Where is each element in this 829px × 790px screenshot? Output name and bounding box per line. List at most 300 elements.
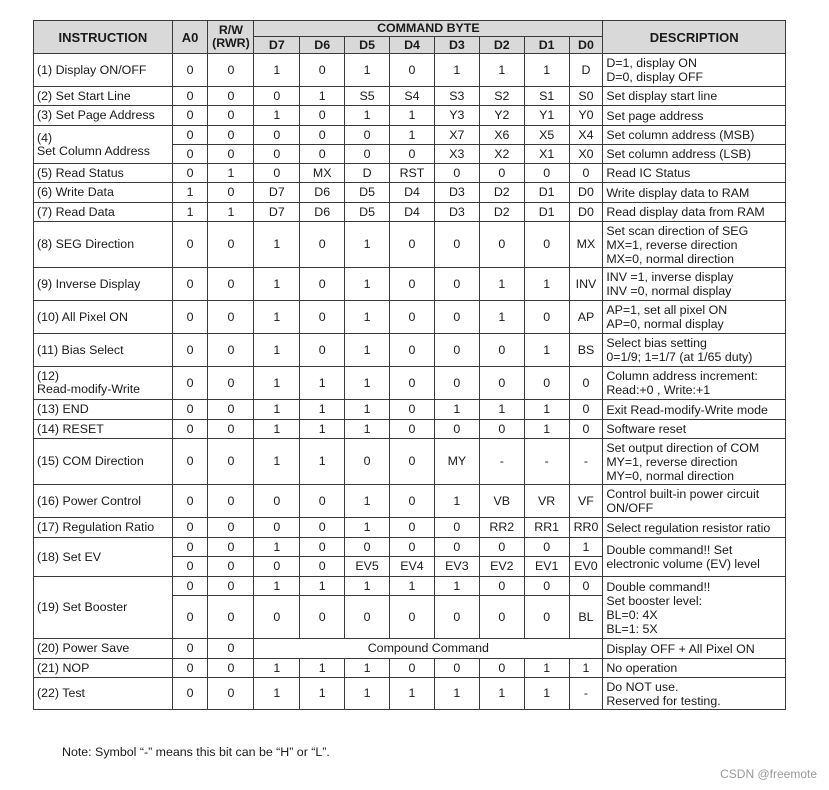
instruction-name: (19) Set Booster bbox=[37, 600, 128, 614]
bit-cell-d4: 0 bbox=[390, 334, 435, 367]
bit-cell-d0: INV bbox=[569, 268, 603, 301]
bit-cell-d0: - bbox=[569, 678, 603, 710]
description-line: No operation bbox=[606, 661, 678, 675]
bit-cell-d4: 0 bbox=[390, 420, 435, 439]
bit-cell-d5: 1 bbox=[345, 301, 390, 334]
bit-cell-d4: 0 bbox=[390, 538, 435, 557]
description-line: Control built-in power circuit bbox=[606, 487, 760, 501]
bit-cell-d6: MX bbox=[300, 164, 345, 183]
rw-cell: 0 bbox=[208, 639, 254, 659]
instruction-name: (13) END bbox=[37, 402, 89, 416]
bit-cell-d7: 1 bbox=[254, 678, 300, 710]
a0-cell: 0 bbox=[172, 659, 208, 678]
bit-cell-d5: 0 bbox=[345, 145, 390, 164]
description-cell bbox=[603, 268, 786, 301]
bit-cell-d7: 1 bbox=[254, 659, 300, 678]
table-row bbox=[34, 678, 786, 710]
bit-cell-d0: 0 bbox=[569, 367, 603, 400]
description-line: Set column address (LSB) bbox=[606, 147, 751, 161]
description-line: BL=1: 5X bbox=[606, 621, 658, 636]
instruction-cell bbox=[34, 577, 173, 639]
bit-cell-d4: 0 bbox=[390, 54, 435, 87]
rw-cell: 0 bbox=[208, 400, 254, 420]
bit-cell-d7: D7 bbox=[254, 183, 300, 203]
bit-cell-d1: 0 bbox=[524, 538, 569, 557]
description-cell bbox=[603, 126, 786, 145]
rw-cell: 0 bbox=[208, 126, 254, 145]
description-cell bbox=[603, 367, 786, 400]
rw-cell: 0 bbox=[208, 367, 254, 400]
bit-cell-d1: X1 bbox=[524, 145, 569, 164]
instruction-cell bbox=[34, 301, 173, 334]
bit-cell-d6: 0 bbox=[300, 301, 345, 334]
instruction-cell bbox=[34, 164, 173, 183]
bit-cell-d6: 0 bbox=[300, 222, 345, 268]
bit-cell-d3: 1 bbox=[434, 54, 479, 87]
instruction-cell bbox=[34, 183, 173, 203]
bit-cell-d3: MY bbox=[434, 439, 479, 485]
rw-cell: 0 bbox=[208, 678, 254, 710]
bit-cell-d6: 0 bbox=[300, 268, 345, 301]
description-line: INV =1, inverse display bbox=[606, 270, 734, 284]
table-row bbox=[34, 183, 786, 203]
bit-cell-d2: 0 bbox=[479, 367, 524, 400]
bit-cell-d6: 1 bbox=[300, 420, 345, 439]
bit-cell-d0: AP bbox=[569, 301, 603, 334]
bit-cell-d2: 0 bbox=[479, 334, 524, 367]
bit-cell-d4: 0 bbox=[390, 400, 435, 420]
header-bit-d0: D0 bbox=[569, 37, 603, 54]
description-line: electronic volume (EV) level bbox=[606, 557, 760, 571]
bit-cell-d3: 1 bbox=[434, 400, 479, 420]
table-row bbox=[34, 439, 786, 485]
bit-cell-d4: 0 bbox=[390, 439, 435, 485]
bit-cell-d6: 0 bbox=[300, 518, 345, 538]
bit-cell-d1: - bbox=[524, 439, 569, 485]
description-line: 0=1/9; 1=1/7 (at 1/65 duty) bbox=[606, 350, 753, 364]
bit-cell-d0: X0 bbox=[569, 145, 603, 164]
bit-cell-d1: Y1 bbox=[524, 106, 569, 126]
bit-cell-d3: 0 bbox=[434, 596, 479, 639]
description-line: Set booster level: bbox=[606, 593, 703, 608]
a0-cell: 0 bbox=[172, 596, 208, 639]
bit-cell-d3: 0 bbox=[434, 222, 479, 268]
rw-cell: 0 bbox=[208, 439, 254, 485]
rw-cell: 0 bbox=[208, 54, 254, 87]
instruction-name: (16) Power Control bbox=[37, 493, 141, 508]
description-line: Exit Read-modify-Write mode bbox=[606, 402, 768, 417]
instruction-name: (2) Set Start Line bbox=[37, 88, 131, 103]
table-row bbox=[34, 203, 786, 222]
bit-cell-d6: 0 bbox=[300, 334, 345, 367]
bit-cell-d7: 1 bbox=[254, 420, 300, 439]
a0-cell: 0 bbox=[172, 577, 208, 596]
bit-cell-d1: 0 bbox=[524, 596, 569, 639]
description-cell bbox=[603, 485, 786, 518]
bit-cell-d3: 0 bbox=[434, 164, 479, 183]
bit-cell-d3: 0 bbox=[434, 334, 479, 367]
bit-cell-d7: 0 bbox=[254, 145, 300, 164]
description-line: AP=1, set all pixel ON bbox=[606, 303, 728, 317]
bit-cell-d0: 1 bbox=[569, 538, 603, 557]
bit-cell-d3: 0 bbox=[434, 538, 479, 557]
bit-cell-d2: 1 bbox=[479, 400, 524, 420]
description-line: Read IC Status bbox=[606, 166, 691, 180]
bit-cell-d0: VF bbox=[569, 485, 603, 518]
description-line: Set output direction of COM bbox=[606, 440, 760, 455]
description-line: Select regulation resistor ratio bbox=[606, 520, 771, 535]
instruction-cell bbox=[34, 106, 173, 126]
bit-cell-d7: 1 bbox=[254, 268, 300, 301]
a0-cell: 0 bbox=[172, 222, 208, 268]
header-a0: A0 bbox=[172, 21, 208, 54]
bit-cell-d1: VR bbox=[524, 485, 569, 518]
a0-cell: 0 bbox=[172, 334, 208, 367]
bit-cell-d3: D3 bbox=[434, 203, 479, 222]
description-cell bbox=[603, 659, 786, 678]
rw-cell: 0 bbox=[208, 577, 254, 596]
table-row bbox=[34, 659, 786, 678]
description-cell bbox=[603, 54, 786, 87]
header-bit-d3: D3 bbox=[434, 37, 479, 54]
bit-cell-d1: 1 bbox=[524, 334, 569, 367]
bit-cell-d5: 1 bbox=[345, 420, 390, 439]
bit-cell-d2: 1 bbox=[479, 678, 524, 710]
description-line: ON/OFF bbox=[606, 501, 654, 515]
bit-cell-d2: 0 bbox=[479, 420, 524, 439]
instruction-name: (11) Bias Select bbox=[37, 342, 124, 357]
bit-cell-d4: 0 bbox=[390, 222, 435, 268]
header-bit-d7: D7 bbox=[254, 37, 300, 54]
instruction-name: (14) RESET bbox=[37, 421, 104, 436]
instruction-cell bbox=[34, 126, 173, 164]
instruction-cell bbox=[34, 334, 173, 367]
command-table-body bbox=[34, 54, 786, 710]
instruction-cell bbox=[34, 87, 173, 106]
rw-cell: 0 bbox=[208, 334, 254, 367]
bit-cell-d2: 1 bbox=[479, 268, 524, 301]
bit-cell-d7: 1 bbox=[254, 439, 300, 485]
footnote: Note: Symbol “-” means this bit can be “H” or “L”. bbox=[62, 745, 330, 759]
bit-cell-d0: X4 bbox=[569, 126, 603, 145]
bit-cell-d7: 1 bbox=[254, 577, 300, 596]
bit-cell-d1: 1 bbox=[524, 678, 569, 710]
bit-cell-d2: D2 bbox=[479, 203, 524, 222]
table-row bbox=[34, 268, 786, 301]
description-line: Double command!! bbox=[606, 579, 711, 594]
bit-cell-d3: D3 bbox=[434, 183, 479, 203]
table-row bbox=[34, 420, 786, 439]
bit-cell-d0: D0 bbox=[569, 203, 603, 222]
header-description: DESCRIPTION bbox=[603, 21, 786, 54]
instruction-cell bbox=[34, 420, 173, 439]
bit-cell-d4: 1 bbox=[390, 106, 435, 126]
description-cell bbox=[603, 164, 786, 183]
header-bit-d2: D2 bbox=[479, 37, 524, 54]
bit-cell-d7: 1 bbox=[254, 538, 300, 557]
rw-cell: 0 bbox=[208, 518, 254, 538]
instruction-cell bbox=[34, 439, 173, 485]
table-row bbox=[34, 367, 786, 400]
bit-cell-d0: - bbox=[569, 439, 603, 485]
bit-cell-d7: 0 bbox=[254, 164, 300, 183]
bit-cell-d6: 0 bbox=[300, 557, 345, 577]
instruction-name: (9) Inverse Display bbox=[37, 276, 141, 291]
bit-cell-d4: RST bbox=[390, 164, 435, 183]
bit-cell-d5: 0 bbox=[345, 538, 390, 557]
rw-cell: 1 bbox=[208, 164, 254, 183]
instruction-name: (3) Set Page Address bbox=[37, 108, 155, 122]
bit-cell-d7: 1 bbox=[254, 400, 300, 420]
rw-cell: 0 bbox=[208, 87, 254, 106]
bit-cell-d3: 1 bbox=[434, 485, 479, 518]
a0-cell: 0 bbox=[172, 54, 208, 87]
description-line: Write display data to RAM bbox=[606, 185, 750, 200]
bit-cell-d2: EV2 bbox=[479, 557, 524, 577]
bit-cell-d6: 1 bbox=[300, 659, 345, 678]
description-cell bbox=[603, 222, 786, 268]
bit-cell-d2: X6 bbox=[479, 126, 524, 145]
bit-cell-d5: 1 bbox=[345, 577, 390, 596]
rw-cell: 0 bbox=[208, 222, 254, 268]
rw-cell: 0 bbox=[208, 485, 254, 518]
bit-cell-d4: 0 bbox=[390, 518, 435, 538]
instruction-name: (8) SEG Direction bbox=[37, 237, 135, 251]
bit-cell-d4: 0 bbox=[390, 596, 435, 639]
instruction-name: Read-modify-Write bbox=[37, 382, 141, 396]
bit-cell-d5: 1 bbox=[345, 659, 390, 678]
instruction-cell bbox=[34, 400, 173, 420]
header-instruction: INSTRUCTION bbox=[34, 21, 173, 54]
bit-cell-d5: S5 bbox=[345, 87, 390, 106]
instruction-name: (1) Display ON/OFF bbox=[37, 62, 147, 77]
bit-cell-d0: RR0 bbox=[569, 518, 603, 538]
bit-cell-d6: 0 bbox=[300, 106, 345, 126]
a0-cell: 0 bbox=[172, 639, 208, 659]
bit-cell-d6: D6 bbox=[300, 203, 345, 222]
bit-cell-d1: 0 bbox=[524, 222, 569, 268]
bit-cell-d4: S4 bbox=[390, 87, 435, 106]
bit-cell-d1: 1 bbox=[524, 400, 569, 420]
description-cell bbox=[603, 106, 786, 126]
table-row bbox=[34, 334, 786, 367]
bit-cell-d2: Y2 bbox=[479, 106, 524, 126]
header-bit-d6: D6 bbox=[300, 37, 345, 54]
bit-cell-d1: S1 bbox=[524, 87, 569, 106]
bit-cell-d2: - bbox=[479, 439, 524, 485]
instruction-cell bbox=[34, 678, 173, 710]
compound-command-cell: Compound Command bbox=[254, 639, 603, 659]
description-line: Select bias setting bbox=[606, 336, 707, 350]
instruction-name: (18) Set EV bbox=[37, 549, 102, 564]
rw-cell: 0 bbox=[208, 268, 254, 301]
bit-cell-d7: D7 bbox=[254, 203, 300, 222]
instruction-name: (4) bbox=[37, 130, 53, 145]
rw-cell: 0 bbox=[208, 557, 254, 577]
description-line: MX=1, reverse direction bbox=[606, 237, 738, 252]
a0-cell: 0 bbox=[172, 87, 208, 106]
bit-cell-d3: 1 bbox=[434, 678, 479, 710]
table-row bbox=[34, 301, 786, 334]
instruction-cell bbox=[34, 518, 173, 538]
bit-cell-d7: 1 bbox=[254, 367, 300, 400]
description-line: MY=1, reverse direction bbox=[606, 454, 738, 469]
header-rw bbox=[208, 21, 254, 54]
table-row bbox=[34, 126, 786, 145]
bit-cell-d5: D bbox=[345, 164, 390, 183]
bit-cell-d5: 1 bbox=[345, 268, 390, 301]
bit-cell-d1: 1 bbox=[524, 268, 569, 301]
bit-cell-d2: 0 bbox=[479, 659, 524, 678]
a0-cell: 0 bbox=[172, 268, 208, 301]
bit-cell-d6: 0 bbox=[300, 145, 345, 164]
bit-cell-d4: 1 bbox=[390, 126, 435, 145]
a0-cell: 0 bbox=[172, 557, 208, 577]
description-cell bbox=[603, 301, 786, 334]
bit-cell-d5: 1 bbox=[345, 222, 390, 268]
bit-cell-d6: 0 bbox=[300, 596, 345, 639]
bit-cell-d5: 1 bbox=[345, 367, 390, 400]
bit-cell-d7: 1 bbox=[254, 334, 300, 367]
description-line: Do NOT use. bbox=[606, 679, 679, 694]
description-line: MX=0, normal direction bbox=[606, 251, 735, 266]
description-cell bbox=[603, 145, 786, 164]
bit-cell-d7: 1 bbox=[254, 54, 300, 87]
description-cell bbox=[603, 577, 786, 639]
header-rw-line1: R/W bbox=[218, 23, 243, 37]
description-cell bbox=[603, 420, 786, 439]
description-cell bbox=[603, 518, 786, 538]
bit-cell-d3: 0 bbox=[434, 659, 479, 678]
bit-cell-d4: D4 bbox=[390, 183, 435, 203]
bit-cell-d7: 0 bbox=[254, 557, 300, 577]
header-command-byte: COMMAND BYTE bbox=[254, 21, 603, 37]
table-row bbox=[34, 164, 786, 183]
description-line: Display OFF + All Pixel ON bbox=[606, 641, 755, 656]
header-bit-d1: D1 bbox=[524, 37, 569, 54]
a0-cell: 0 bbox=[172, 420, 208, 439]
bit-cell-d6: 0 bbox=[300, 126, 345, 145]
bit-cell-d2: X2 bbox=[479, 145, 524, 164]
bit-cell-d3: 0 bbox=[434, 268, 479, 301]
bit-cell-d7: 1 bbox=[254, 106, 300, 126]
a0-cell: 0 bbox=[172, 518, 208, 538]
a0-cell: 1 bbox=[172, 183, 208, 203]
bit-cell-d0: 1 bbox=[569, 659, 603, 678]
description-line: Read display data from RAM bbox=[606, 205, 765, 219]
bit-cell-d6: 1 bbox=[300, 439, 345, 485]
bit-cell-d3: 1 bbox=[434, 577, 479, 596]
bit-cell-d0: BS bbox=[569, 334, 603, 367]
description-cell bbox=[603, 183, 786, 203]
bit-cell-d5: 1 bbox=[345, 518, 390, 538]
a0-cell: 0 bbox=[172, 301, 208, 334]
description-line: Set page address bbox=[606, 108, 704, 123]
bit-cell-d2: 1 bbox=[479, 54, 524, 87]
bit-cell-d0: 0 bbox=[569, 400, 603, 420]
description-line: Software reset bbox=[606, 422, 687, 436]
watermark: CSDN @freemote bbox=[720, 767, 817, 781]
bit-cell-d4: 0 bbox=[390, 301, 435, 334]
bit-cell-d6: 0 bbox=[300, 538, 345, 557]
instruction-name: (20) Power Save bbox=[37, 641, 130, 655]
rw-cell: 1 bbox=[208, 203, 254, 222]
instruction-name: (6) Write Data bbox=[37, 185, 114, 199]
table-row bbox=[34, 106, 786, 126]
table-row bbox=[34, 54, 786, 87]
rw-cell: 0 bbox=[208, 106, 254, 126]
bit-cell-d2: 0 bbox=[479, 577, 524, 596]
bit-cell-d5: D5 bbox=[345, 183, 390, 203]
a0-cell: 0 bbox=[172, 367, 208, 400]
rw-cell: 0 bbox=[208, 538, 254, 557]
description-line: Column address increment: bbox=[606, 369, 758, 383]
a0-cell: 0 bbox=[172, 164, 208, 183]
bit-cell-d6: 1 bbox=[300, 367, 345, 400]
bit-cell-d2: 1 bbox=[479, 301, 524, 334]
rw-cell: 0 bbox=[208, 659, 254, 678]
header-bit-d4: D4 bbox=[390, 37, 435, 54]
description-cell bbox=[603, 538, 786, 577]
command-table bbox=[33, 20, 786, 710]
description-line: MY=0, normal direction bbox=[606, 468, 735, 483]
description-line: AP=0, normal display bbox=[606, 317, 724, 331]
a0-cell: 0 bbox=[172, 106, 208, 126]
a0-cell: 1 bbox=[172, 203, 208, 222]
bit-cell-d2: 0 bbox=[479, 596, 524, 639]
instruction-cell bbox=[34, 485, 173, 518]
description-cell bbox=[603, 334, 786, 367]
a0-cell: 0 bbox=[172, 678, 208, 710]
bit-cell-d5: 0 bbox=[345, 439, 390, 485]
bit-cell-d5: EV5 bbox=[345, 557, 390, 577]
instruction-cell bbox=[34, 54, 173, 87]
instruction-name: (17) Regulation Ratio bbox=[37, 520, 155, 534]
bit-cell-d2: 0 bbox=[479, 164, 524, 183]
description-cell bbox=[603, 678, 786, 710]
description-cell bbox=[603, 639, 786, 659]
bit-cell-d5: 1 bbox=[345, 400, 390, 420]
description-line: Set display start line bbox=[606, 89, 718, 103]
a0-cell: 0 bbox=[172, 145, 208, 164]
bit-cell-d1: D1 bbox=[524, 183, 569, 203]
bit-cell-d3: EV3 bbox=[434, 557, 479, 577]
bit-cell-d4: 0 bbox=[390, 367, 435, 400]
bit-cell-d0: 0 bbox=[569, 577, 603, 596]
description-line: Reserved for testing. bbox=[606, 693, 721, 708]
bit-cell-d4: D4 bbox=[390, 203, 435, 222]
description-line: D=0, display OFF bbox=[606, 70, 704, 84]
bit-cell-d1: 0 bbox=[524, 367, 569, 400]
bit-cell-d0: EV0 bbox=[569, 557, 603, 577]
bit-cell-d4: 0 bbox=[390, 145, 435, 164]
bit-cell-d1: 0 bbox=[524, 301, 569, 334]
header-bit-d5: D5 bbox=[345, 37, 390, 54]
bit-cell-d0: Y0 bbox=[569, 106, 603, 126]
bit-cell-d1: RR1 bbox=[524, 518, 569, 538]
bit-cell-d6: 1 bbox=[300, 678, 345, 710]
rw-cell: 0 bbox=[208, 301, 254, 334]
description-line: Set scan direction of SEG bbox=[606, 223, 749, 238]
bit-cell-d3: S3 bbox=[434, 87, 479, 106]
bit-cell-d6: D6 bbox=[300, 183, 345, 203]
bit-cell-d1: X5 bbox=[524, 126, 569, 145]
bit-cell-d5: 1 bbox=[345, 54, 390, 87]
bit-cell-d3: 0 bbox=[434, 518, 479, 538]
bit-cell-d6: 1 bbox=[300, 400, 345, 420]
bit-cell-d1: 1 bbox=[524, 420, 569, 439]
bit-cell-d6: 0 bbox=[300, 485, 345, 518]
